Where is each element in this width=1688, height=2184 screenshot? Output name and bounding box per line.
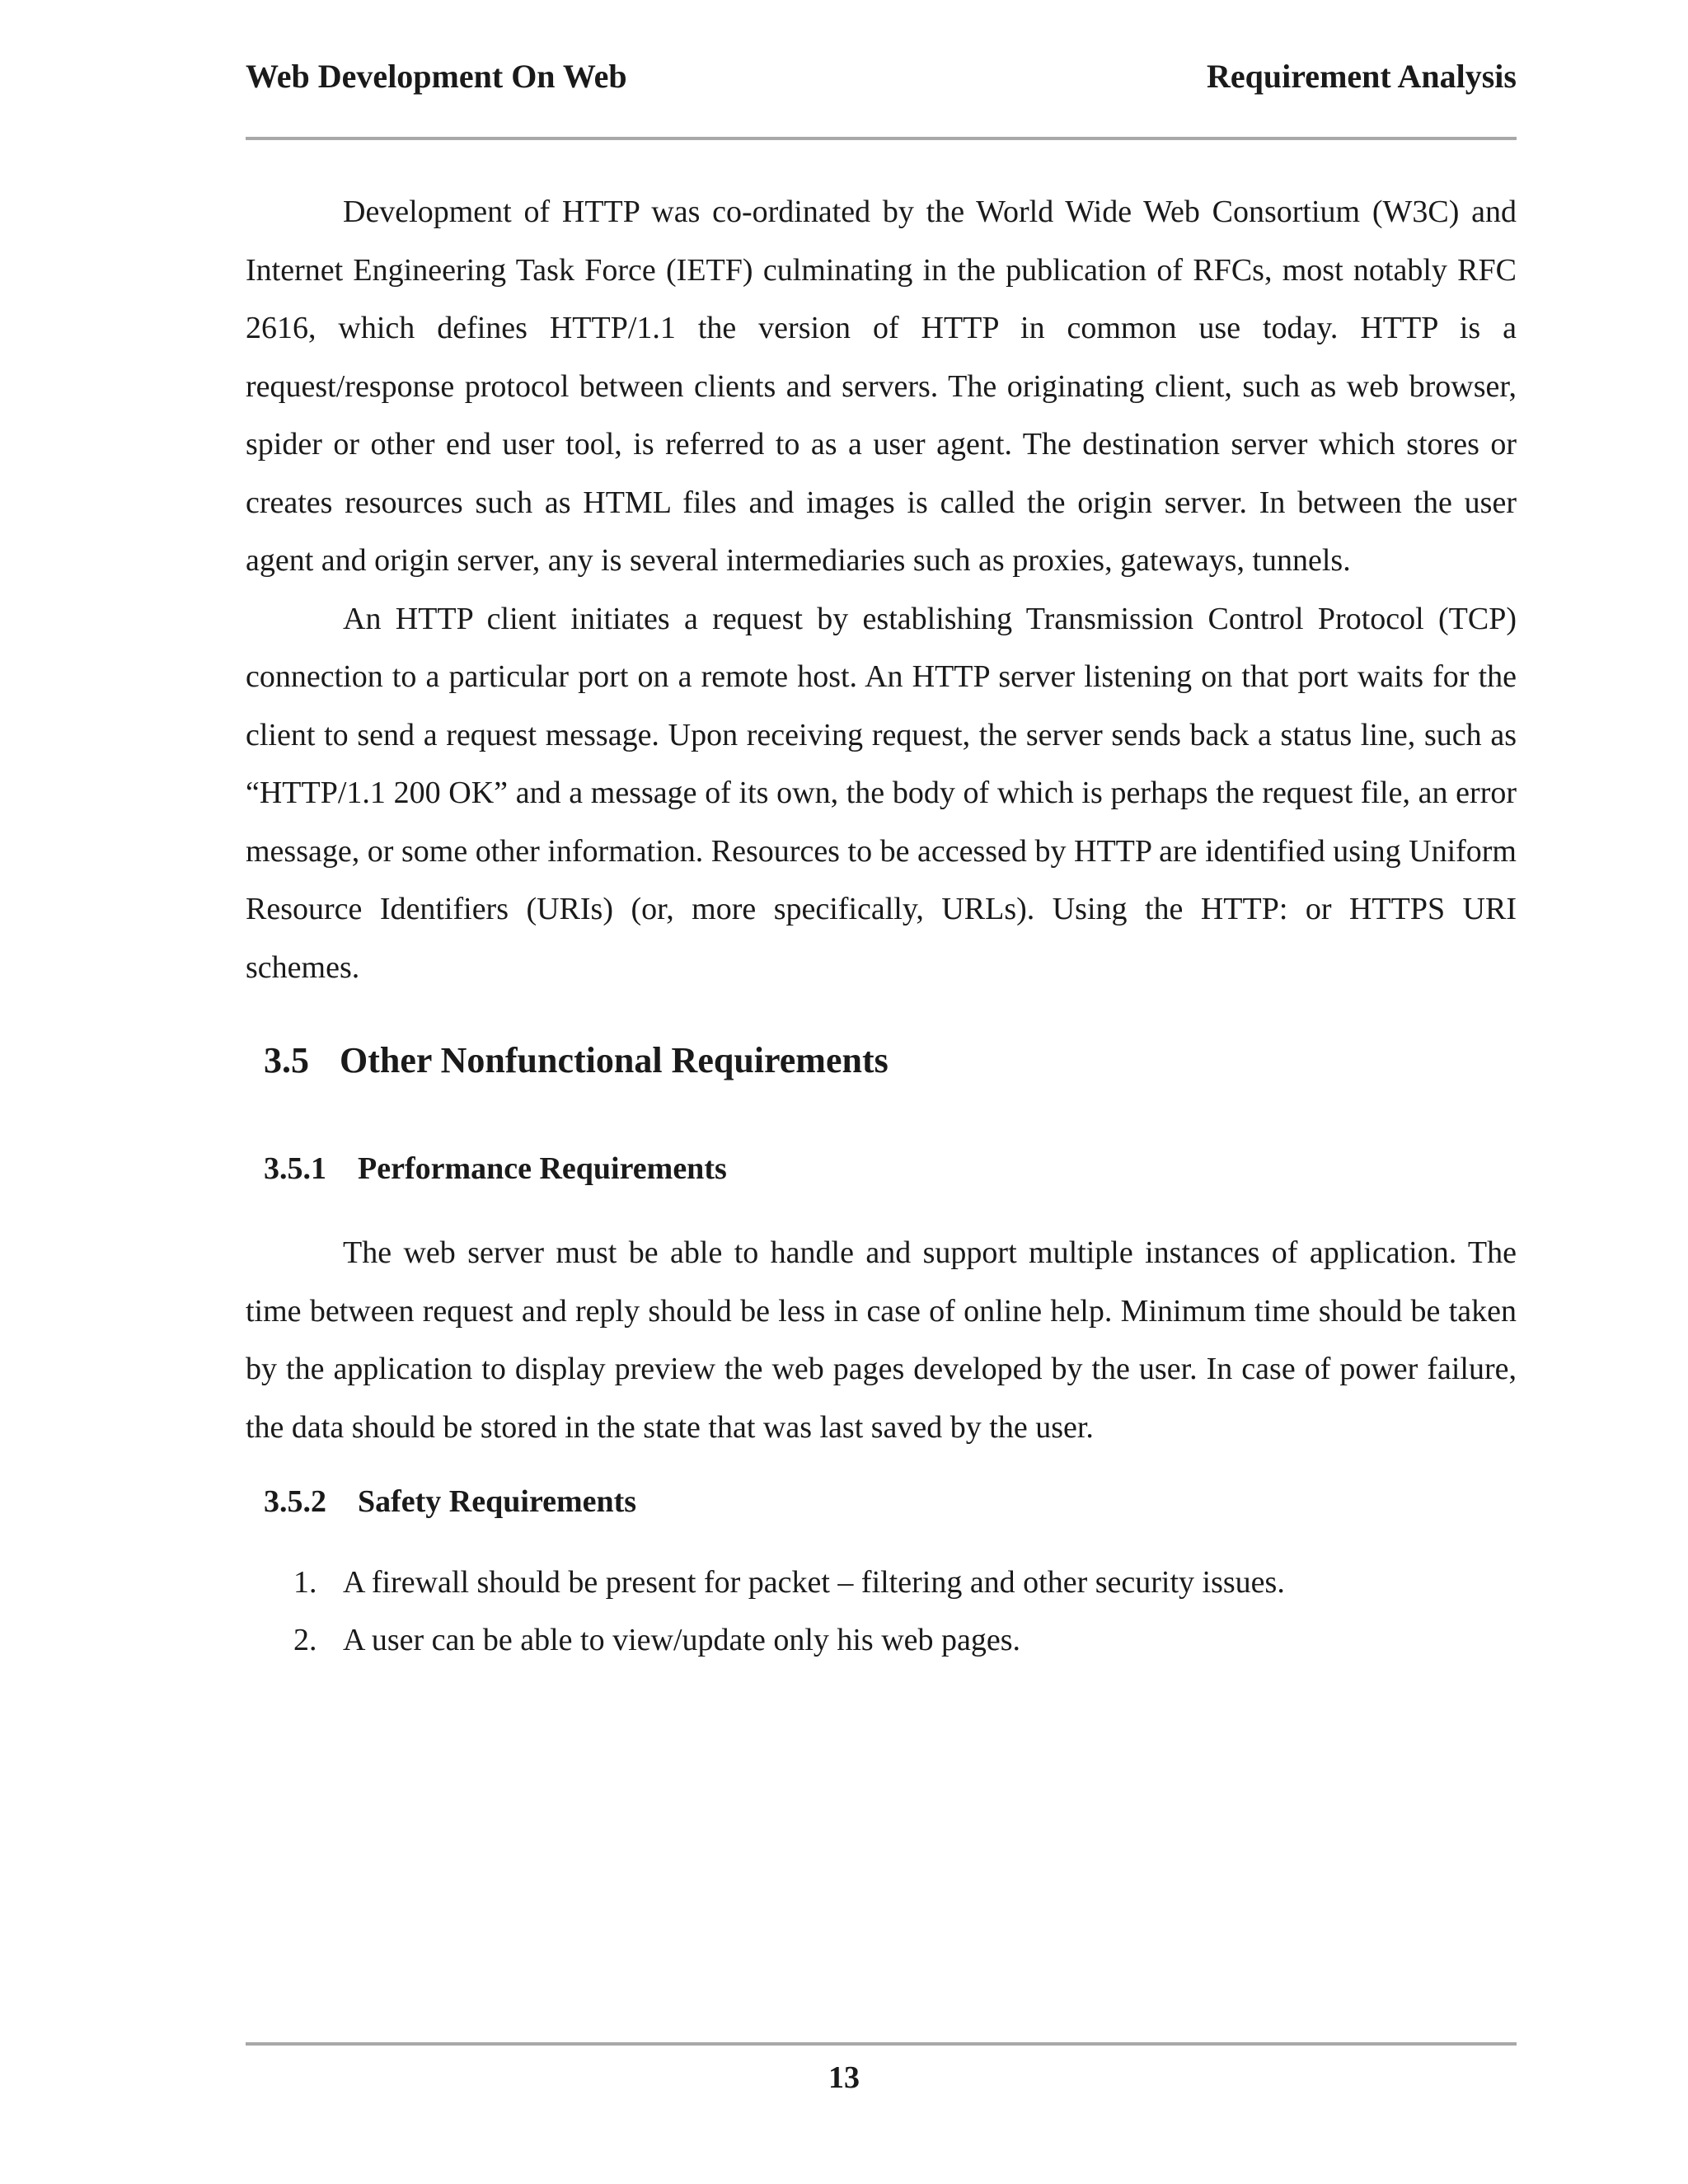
list-marker: 2. (293, 1623, 317, 1657)
subsection-title: Performance Requirements (358, 1151, 727, 1186)
body-paragraph: Development of HTTP was co-ordinated by the World Wide Web Consortium (W3C) and Internet Engineering Task Force (IETF) culminating in the publication of RFCs, most notably RFC 2616, which defines HTTP/1.1 the version of HTTP in common use today. HTTP is a request/response protocol between clients and servers. The originating client, such as web browser, spider or other end user tool, is referred to as a user agent. The destination server which stores or creates resources such as HTML files and images is called the origin server. In between the user agent and origin server, any is several intermediaries such as proxies, gateways, tunnels. (246, 194, 1517, 578)
header-rule (246, 137, 1517, 140)
page-body (246, 183, 1517, 1669)
running-header (246, 51, 1517, 101)
subsection-number: 3.5.1 (264, 1151, 326, 1186)
subsection-title: Safety Requirements (358, 1484, 637, 1519)
requirements-list (246, 1554, 1517, 1669)
body-paragraph: An HTTP client initiates a request by establishing Transmission Control Protocol (TCP) connection to a particular port on a remote host. An HTTP server listening on that port waits for the client to send a request message. Upon receiving request, the server sends back a status line, such as “HTTP/1.1 200 OK” and a message of its own, the body of which is perhaps the request file, an error message, or some other information. Resources to be accessed by HTTP are identified using Uniform Resource Identifiers (URIs) (or, more specifically, URLs). Using the HTTP: or HTTPS URI schemes. (246, 601, 1517, 985)
section-number: 3.5 (264, 1040, 309, 1080)
header-chapter: Requirement Analysis (1207, 57, 1517, 95)
subsection-heading (264, 1148, 1517, 1189)
section-title: Other Nonfunctional Requirements (340, 1040, 889, 1080)
list-item (246, 1554, 1517, 1611)
page-number: 13 (828, 2060, 860, 2095)
subsection-number: 3.5.2 (264, 1484, 326, 1519)
body-paragraph: The web server must be able to handle and support multiple instances of application. The time between request and reply should be less in case of online help. Minimum time should be taken by the application to display preview the web pages developed by the user. In case of power failure, the data should be stored in the state that was last saved by the user. (246, 1235, 1517, 1445)
list-marker: 1. (293, 1565, 317, 1600)
header-title: Web Development On Web (246, 57, 627, 95)
list-item (246, 1611, 1517, 1669)
list-item-text: A firewall should be present for packet – filtering and other security issues. (343, 1565, 1285, 1600)
section-heading (264, 1036, 1517, 1085)
subsection-heading (264, 1481, 1517, 1522)
list-item-text: A user can be able to view/update only his web pages. (343, 1623, 1021, 1657)
footer-rule (246, 2042, 1517, 2046)
